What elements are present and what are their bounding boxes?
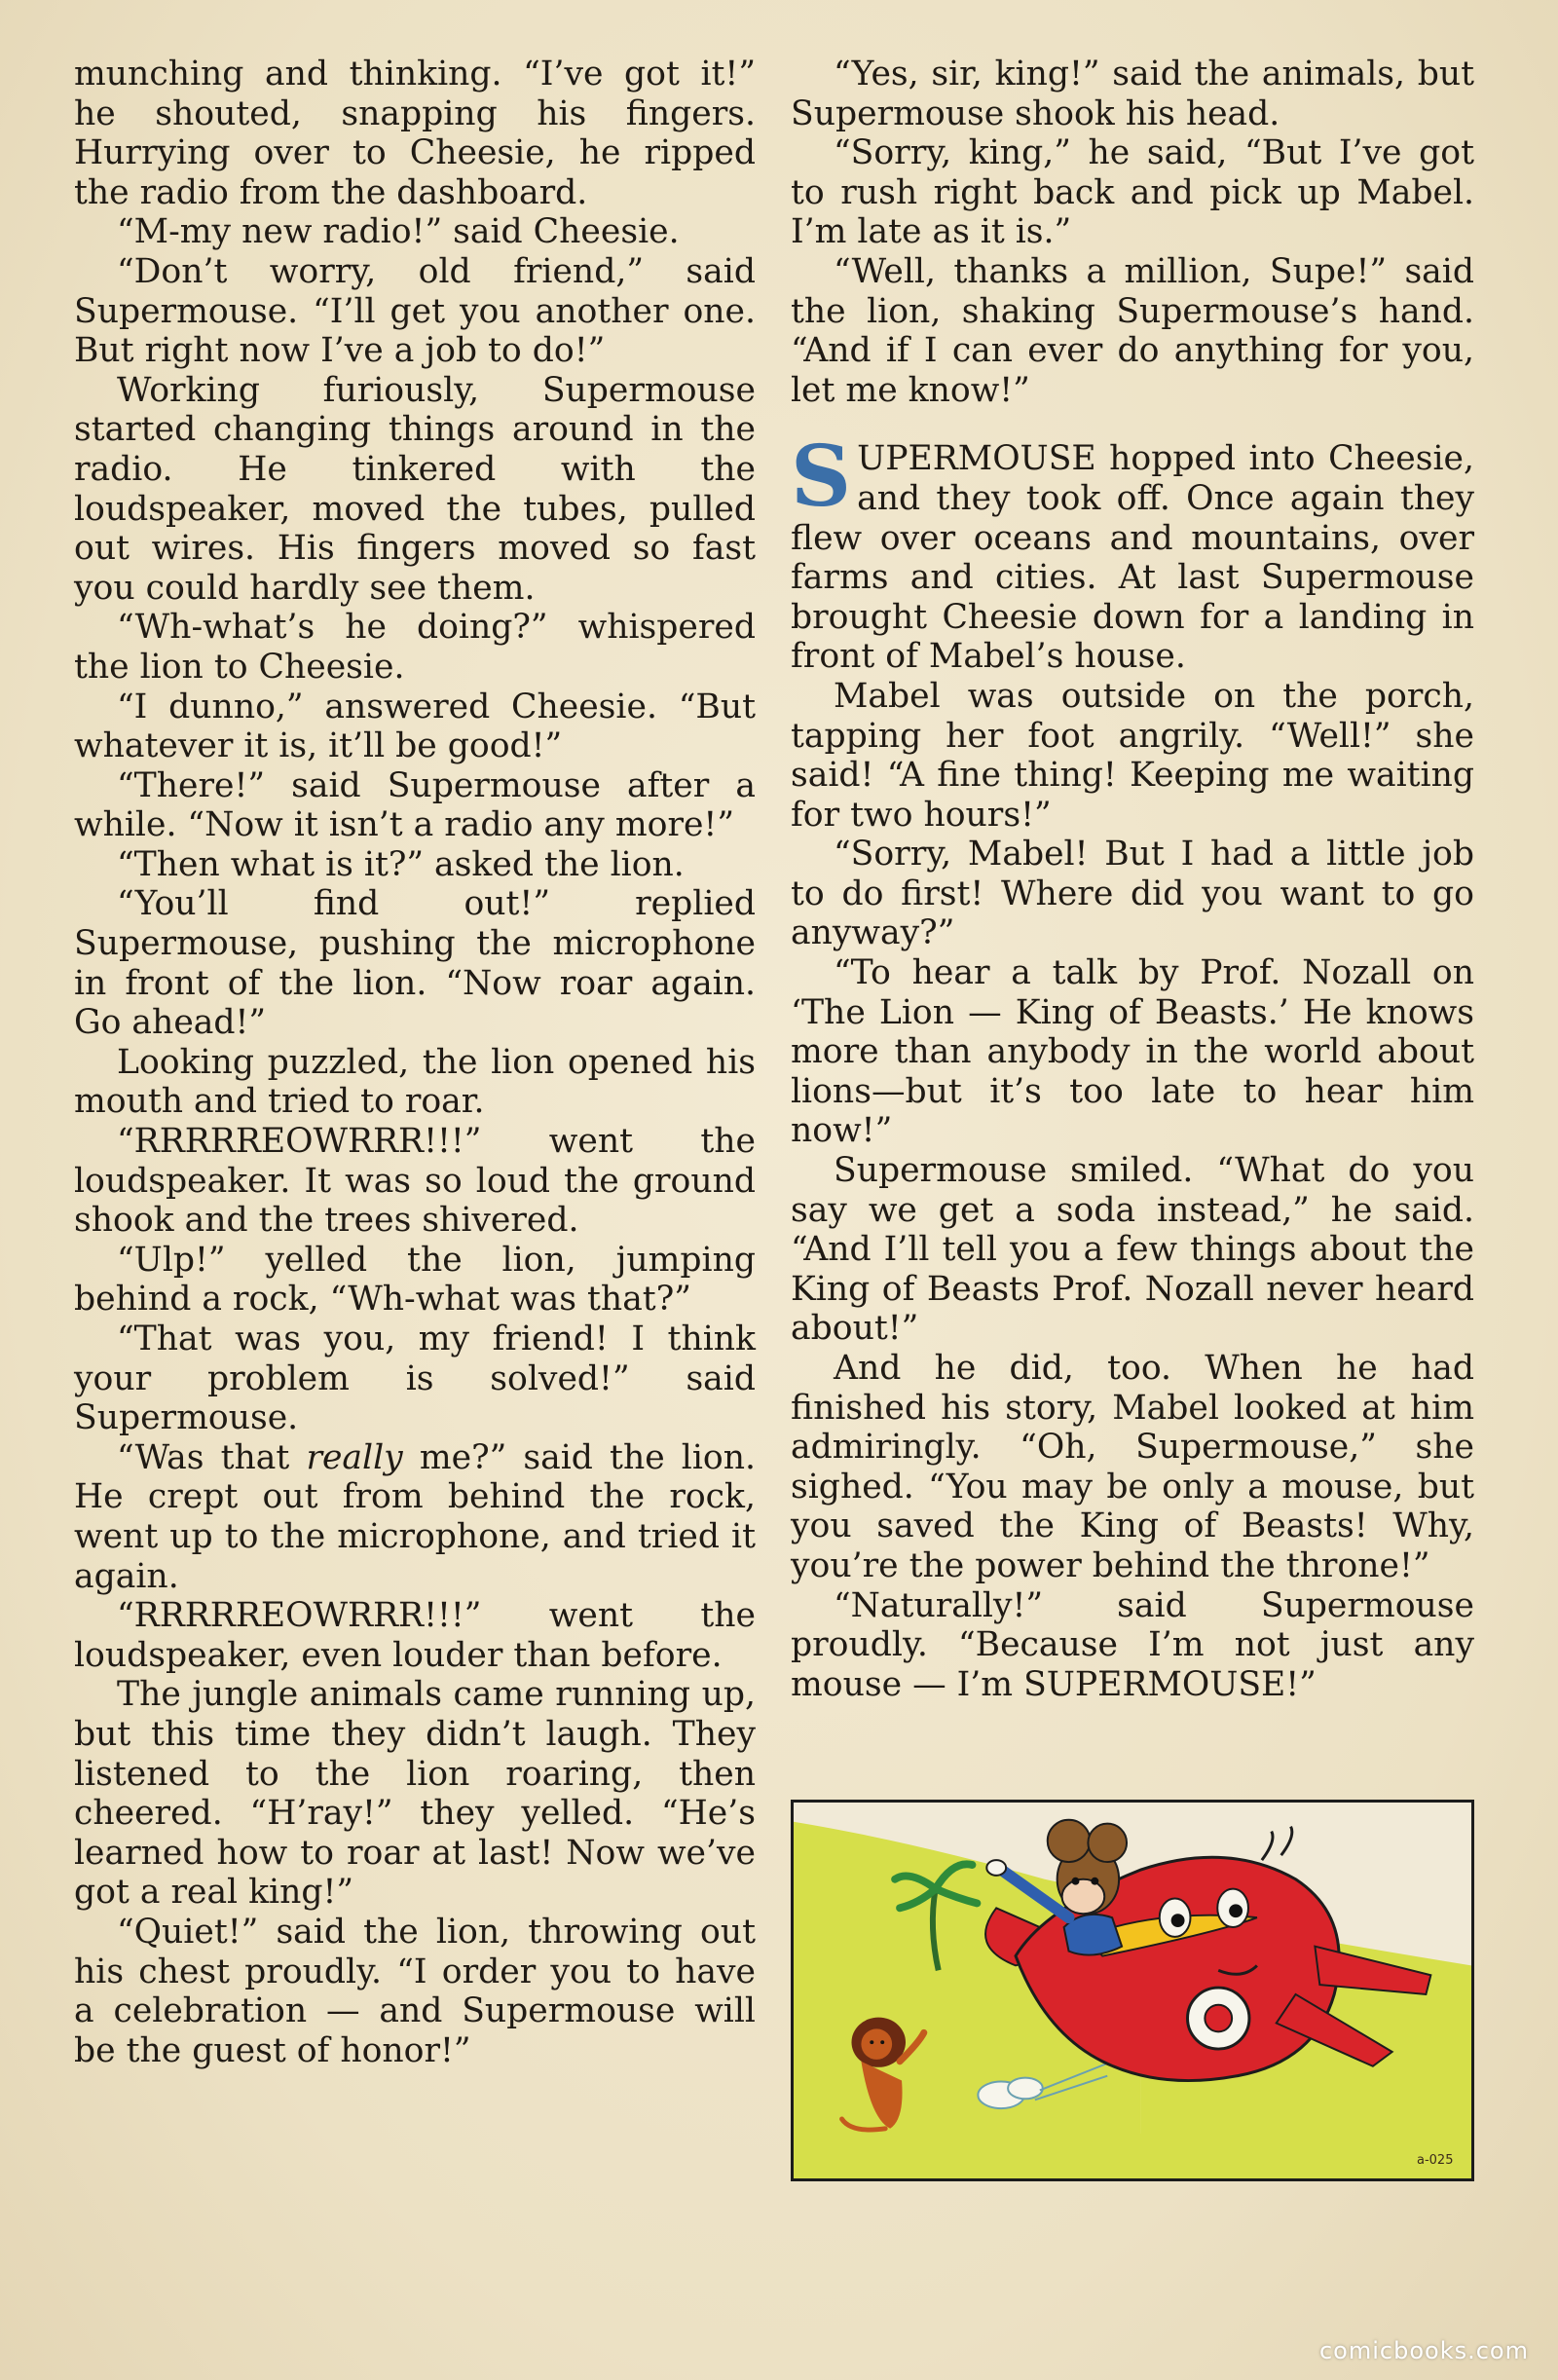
left-column-paragraph: “RRRRREOWRRR!!!” went the loudspeaker. It was so loud the ground shook and the trees shivered.	[74, 1122, 756, 1241]
left-column-paragraph: “There!” said Supermouse after a while. “Now it isn’t a radio any more!”	[74, 765, 756, 845]
paragraph-text: hopped into Cheesie, and they took off. Once again they flew over oceans and mountains, over farms and cities. At last Supermouse brought Cheesie down for a landing in front of Mabel’s house.	[791, 439, 1474, 677]
illustration-art	[794, 1803, 1471, 2178]
watermark: comicbooks.com	[1318, 2337, 1529, 2364]
left-column-paragraph: The jungle animals came running up, but this time they didn’t laugh. They listened to the lion roaring, then cheered. “H’ray!” they yelled. “He’s learned how to roar at last! Now we’ve got a real king!”	[74, 1675, 756, 1913]
left-column-paragraph: “RRRRREOWRRR!!!” went the loudspeaker, even louder than before.	[74, 1596, 756, 1675]
left-column-paragraph: “That was you, my friend! I think your problem is solved!” said Supermouse.	[74, 1320, 756, 1438]
right-column	[791, 55, 1474, 1704]
left-column-paragraph: “Quiet!” said the lion, throwing out his chest proudly. “I order you to have a celebration — and Supermouse will be the guest of honor!”	[74, 1912, 756, 2070]
right-column-paragraph: Mabel was outside on the porch, tapping her foot angrily. “Well!” she said! “A fine thing! Keeping me waiting for two hours!”	[791, 676, 1474, 835]
left-column-paragraph: munching and thinking. “I’ve got it!” he shouted, snapping his fingers. Hurrying over to Cheesie, he ripped the radio from the dashboard.	[74, 55, 756, 212]
right-column-paragraph: “Yes, sir, king!” said the animals, but Supermouse shook his head.	[791, 55, 1474, 133]
illustration-panel	[791, 1800, 1474, 2181]
paragraph-text: me?” said the lion. He crept out from behind the rock, went up to the microphone, and tried it again.	[74, 1437, 756, 1596]
right-column-paragraph: “Naturally!” said Supermouse proudly. “Because I’m not just any mouse — I’m SUPERMOUSE!”	[791, 1585, 1474, 1704]
left-column-paragraph: Working furiously, Supermouse started changing things around in the radio. He tinkered with the loudspeaker, moved the tubes, pulled out wires. His fingers moved so fast you could hardly see them.	[74, 370, 756, 608]
left-column-paragraph	[74, 1438, 756, 1596]
emphasis-text: really	[306, 1437, 403, 1477]
left-column-paragraph: Looking puzzled, the lion opened his mouth and tried to roar.	[74, 1042, 756, 1122]
left-column-paragraph: “Don’t worry, old friend,” said Supermouse. “I’ll get you another one. But right now I’ve a job to do!”	[74, 251, 756, 371]
lead-word: UPERMOUSE	[857, 439, 1096, 479]
left-column-paragraph: “I dunno,” answered Cheesie. “But whatever it is, it’ll be good!”	[74, 687, 756, 766]
right-column-paragraph: “Well, thanks a million, Supe!” said the lion, shaking Supermouse’s hand. “And if I can ever do anything for you, let me know!”	[791, 251, 1474, 410]
drop-cap: S	[791, 428, 852, 527]
left-column	[74, 55, 756, 2070]
left-column-paragraph: “M-my new radio!” said Cheesie.	[117, 212, 680, 252]
right-column-paragraph	[791, 428, 1474, 677]
right-column-paragraph: “To hear a talk by Prof. Nozall on ‘The Lion — King of Beasts.’ He knows more than anybody in the world about lions—but it’s too late to hear him now!”	[791, 953, 1474, 1151]
right-column-paragraph: And he did, too. When he had finished his story, Mabel looked at him admiringly. “Oh, Supermouse,” she sighed. “You may be only a mouse, but you saved the King of Beasts! Why, you’re the power behind the throne!”	[791, 1349, 1474, 1585]
right-column-paragraph: “Sorry, Mabel! But I had a little job to do first! Where did you want to go anyway?”	[791, 835, 1474, 953]
left-column-paragraph: “Ulp!” yelled the lion, jumping behind a rock, “Wh-what was that?”	[74, 1240, 756, 1320]
left-column-paragraph: “Then what is it?” asked the lion.	[117, 844, 685, 884]
right-column-paragraph: Supermouse smiled. “What do you say we get a soda instead,” he said. “And I’ll tell you a few things about the King of Beasts Prof. Nozall never heard about!”	[791, 1151, 1474, 1349]
artist-signature: a-025	[1417, 2153, 1454, 2168]
right-column-paragraph: “Sorry, king,” he said, “But I’ve got to rush right back and pick up Mabel. I’m late as it is.”	[791, 133, 1474, 252]
left-column-paragraph: “You’ll find out!” replied Supermouse, pushing the microphone in front of the lion. “Now roar again. Go ahead!”	[74, 884, 756, 1043]
left-column-paragraph: “Wh-what’s he doing?” whispered the lion to Cheesie.	[74, 608, 756, 687]
paragraph-text: “Was that	[117, 1437, 307, 1477]
